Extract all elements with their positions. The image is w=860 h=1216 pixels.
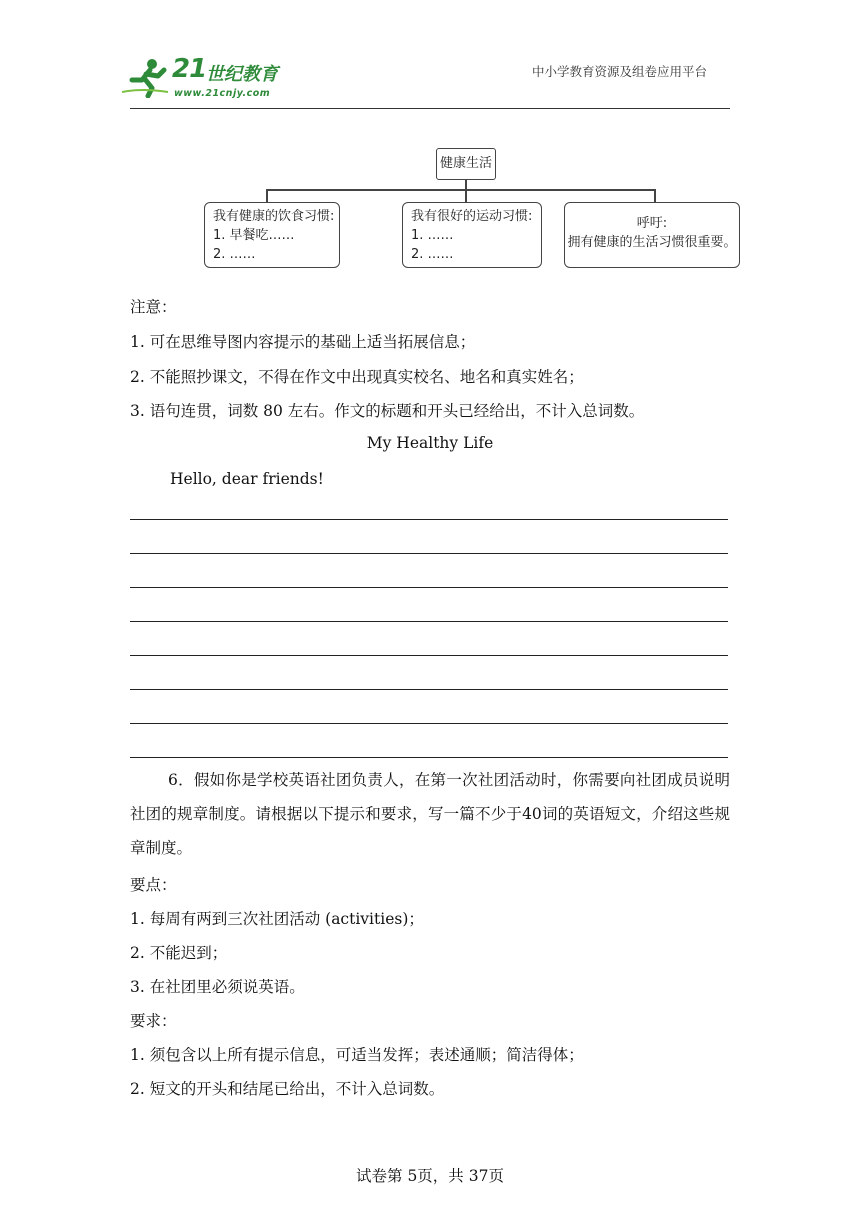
note-item-1: 1. 可在思维导图内容提示的基础上适当拓展信息； bbox=[130, 333, 476, 351]
point-item-1: 1. 每周有两到三次社团活动 (activities)； bbox=[130, 910, 424, 928]
diet-item-2: 2. …… bbox=[213, 247, 256, 262]
header-divider bbox=[130, 108, 730, 109]
diet-title: 我有健康的饮食习惯: bbox=[213, 209, 335, 224]
mind-map-root: 健康生活 bbox=[436, 148, 496, 180]
diet-item-1: 1. 早餐吃…… bbox=[213, 228, 295, 243]
exercise-item-2: 2. …… bbox=[411, 247, 454, 262]
connector-right bbox=[654, 189, 656, 202]
logo-text-cn: 世纪教育 bbox=[206, 64, 278, 85]
essay-title: My Healthy Life bbox=[366, 434, 494, 452]
appeal-line-2: 拥有健康的生活习惯很重要。 bbox=[567, 235, 737, 250]
mind-map-appeal-node bbox=[564, 202, 740, 268]
page-header bbox=[0, 0, 860, 112]
requirements-heading: 要求： bbox=[130, 1012, 177, 1030]
point-item-2: 2. 不能迟到； bbox=[130, 944, 228, 962]
appeal-line-1: 呼吁: bbox=[636, 216, 668, 231]
question-6-text: 6．假如你是学校英语社团负责人，在第一次社团活动时，你需要向社团成员说明社团的规章制度。请根据以下提示和要求，写一篇不少于40词的英语短文，介绍这些规章制度。 bbox=[130, 771, 730, 857]
connector-middle bbox=[465, 189, 467, 202]
exercise-item-1: 1. …… bbox=[411, 228, 454, 243]
mind-map bbox=[200, 146, 745, 274]
writing-line bbox=[130, 757, 728, 758]
writing-line bbox=[130, 519, 728, 520]
essay-opening: Hello, dear friends! bbox=[170, 470, 324, 488]
writing-line bbox=[130, 723, 728, 724]
page-footer: 试卷第 5页，共 37页 bbox=[356, 1167, 504, 1185]
note-item-2: 2. 不能照抄课文，不得在作文中出现真实校名、地名和真实姓名； bbox=[130, 368, 584, 386]
writing-line bbox=[130, 587, 728, 588]
logo-text-21: 21 bbox=[172, 54, 207, 84]
point-item-3: 3. 在社团里必须说英语。 bbox=[130, 978, 305, 996]
exercise-title: 我有很好的运动习惯: bbox=[411, 209, 533, 224]
requirement-item-1: 1. 须包含以上所有提示信息，可适当发挥；表述通顺；简洁得体； bbox=[130, 1046, 584, 1064]
writing-line bbox=[130, 553, 728, 554]
requirement-item-2: 2. 短文的开头和结尾已给出，不计入总词数。 bbox=[130, 1080, 445, 1098]
note-item-3: 3. 语句连贯，词数 80 左右。作文的标题和开头已经给出，不计入总词数。 bbox=[130, 402, 645, 420]
mind-map-diet-node bbox=[204, 202, 340, 268]
connector-horizontal bbox=[266, 189, 654, 191]
mind-map-exercise-node bbox=[402, 202, 542, 268]
writing-line bbox=[130, 621, 728, 622]
notes-heading: 注意： bbox=[130, 298, 177, 316]
writing-line bbox=[130, 689, 728, 690]
logo bbox=[122, 54, 292, 102]
runner-logo-icon bbox=[122, 58, 170, 98]
writing-line bbox=[130, 655, 728, 656]
logo-url: www.21cnjy.com bbox=[174, 88, 271, 99]
points-heading: 要点： bbox=[130, 876, 177, 894]
platform-name: 中小学教育资源及组卷应用平台 bbox=[532, 64, 708, 79]
connector-left bbox=[266, 189, 268, 202]
